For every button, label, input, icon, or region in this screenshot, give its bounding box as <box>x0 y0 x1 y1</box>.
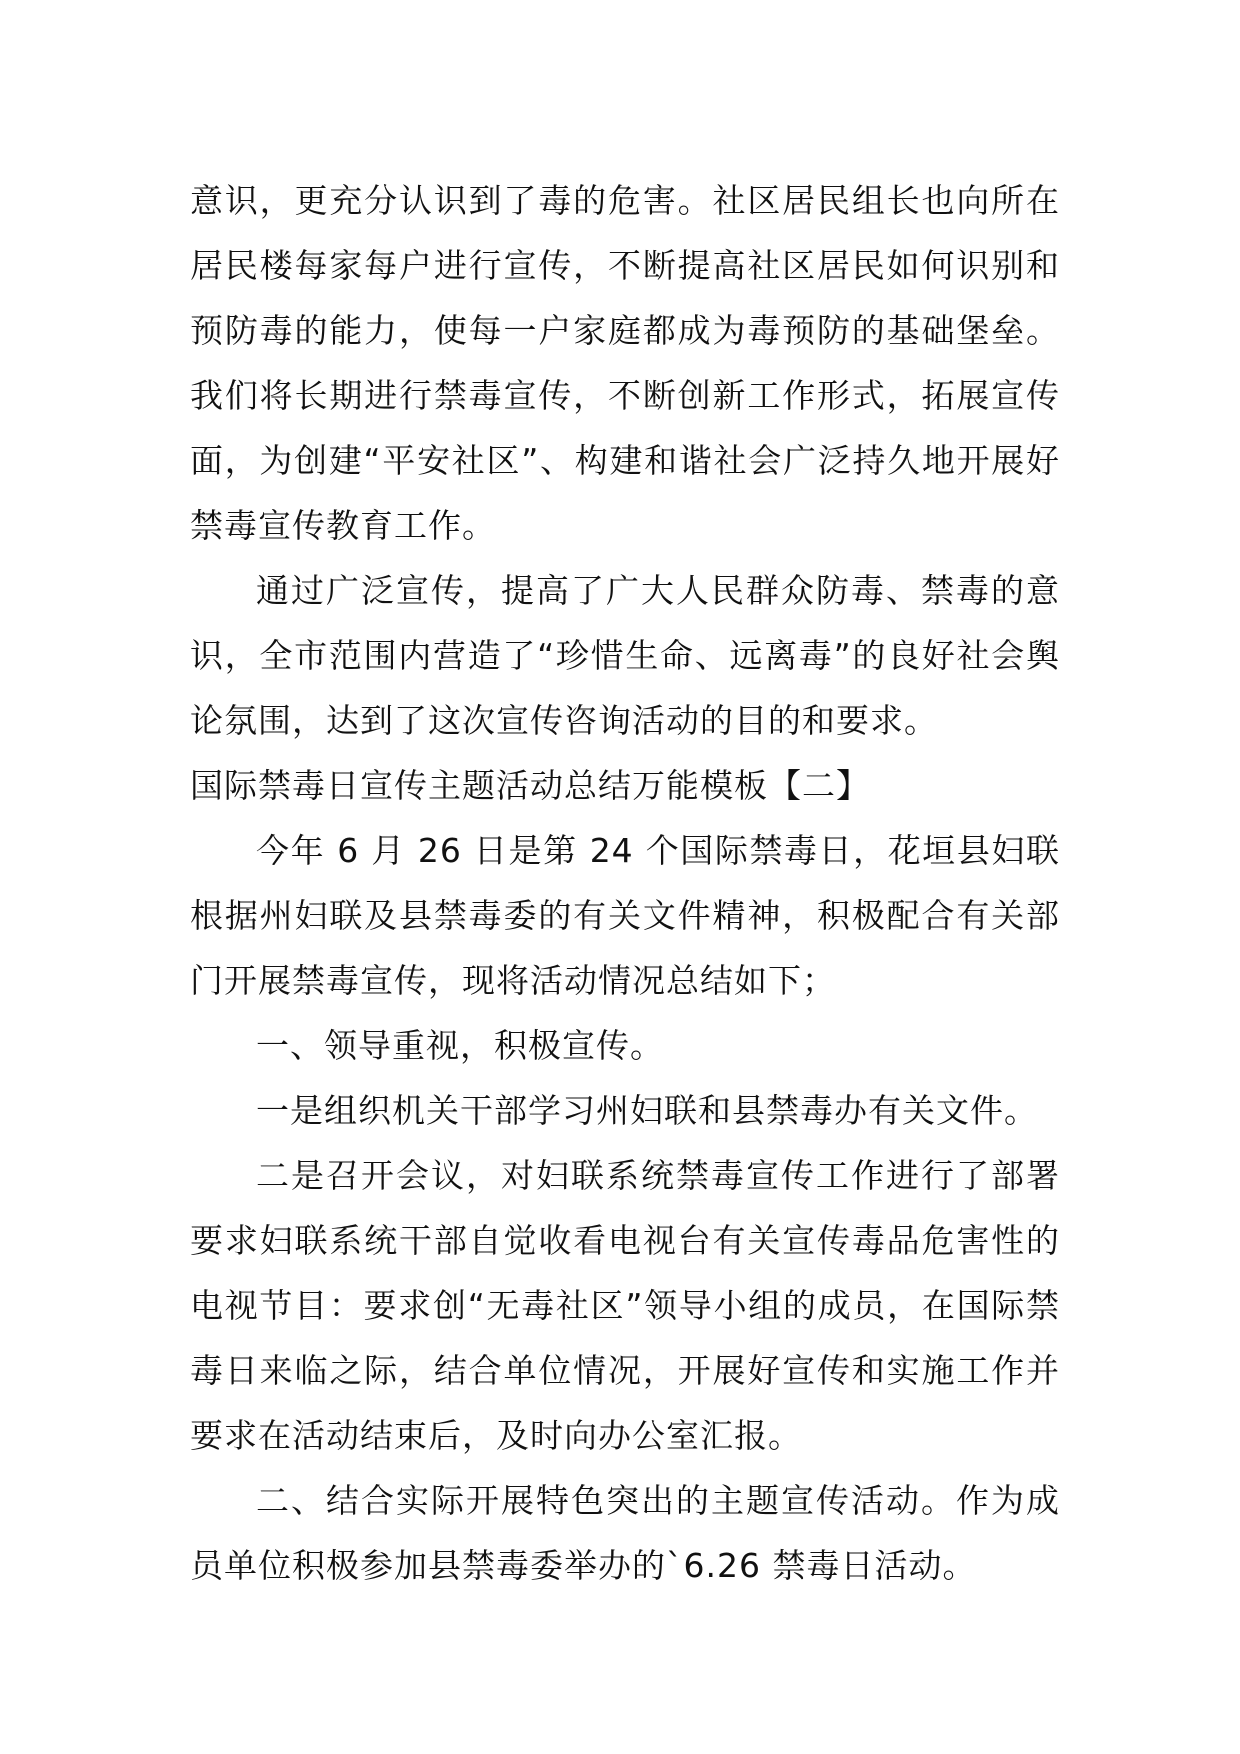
section-heading: 国际禁毒日宣传主题活动总结万能模板【二】 <box>190 766 870 805</box>
document-body <box>190 168 1060 1598</box>
subheading-activities: 二、结合实际开展特色突出的主题宣传活动。作为成员单位积极参加县禁毒委举办的`6.26 禁毒日活动。 <box>190 1481 1060 1585</box>
paragraph-intro: 今年 6 月 26 日是第 24 个国际禁毒日，花垣县妇联根据州妇联及县禁毒委的有关文件精神，积极配合有关部门开展禁毒宣传，现将活动情况总结如下； <box>190 831 1060 1000</box>
subheading-leadership: 一、领导重视，积极宣传。 <box>256 1026 664 1065</box>
paragraph-continuation: 意识，更充分认识到了毒的危害。社区居民组长也向所在居民楼每家每户进行宣传，不断提高社区居民如何识别和预防毒的能力，使每一户家庭都成为毒预防的基础堡垒。我们将长期进行禁毒宣传，不断创新工作形式，拓展宣传面，为创建“平安社区”、构建和谐社会广泛持久地开展好禁毒宣传教育工作。 <box>190 181 1060 545</box>
paragraph-summary: 通过广泛宣传，提高了广大人民群众防毒、禁毒的意识，全市范围内营造了“珍惜生命、远离毒”的良好社会舆论氛围，达到了这次宣传咨询活动的目的和要求。 <box>190 571 1060 740</box>
paragraph-point-one: 一是组织机关干部学习州妇联和县禁毒办有关文件。 <box>256 1091 1038 1130</box>
paragraph-point-two: 二是召开会议，对妇联系统禁毒宣传工作进行了部署要求妇联系统干部自觉收看电视台有关宣传毒品危害性的电视节目：要求创“无毒社区”领导小组的成员，在国际禁毒日来临之际，结合单位情况，开展好宣传和实施工作并要求在活动结束后，及时向办公室汇报。 <box>190 1156 1060 1455</box>
